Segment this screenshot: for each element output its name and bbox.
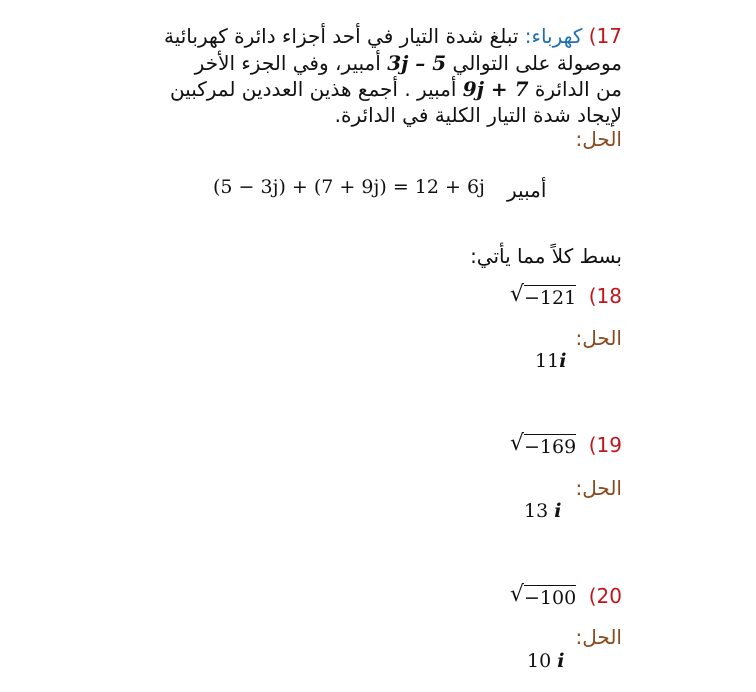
q17-line1 [164,24,622,48]
problem-number-20: (20 [588,584,622,608]
radical-20 [510,582,577,609]
q17-unit: أمبير [507,178,547,202]
q17-line2-post: أمبير، وفي الجزء الأخر [194,51,381,75]
radical-18 [510,282,577,309]
problem-20 [510,583,622,609]
q17-equation [213,176,485,198]
q17-text-line1: تبلغ شدة التيار في أحد أجزاء دائرة كهربائية [163,24,519,48]
q17-line4: لإيجاد شدة التيار الكلية في الدائرة. [334,103,622,127]
q17-line3-expr: 9j + 7 [462,77,529,101]
problem-number-18: (18 [588,284,622,308]
radical-19 [510,431,577,458]
problem-19-answer [524,500,561,522]
q17-topic: كهرباء: [524,24,583,48]
answer-19-num: 13 [524,500,549,522]
problem-20-answer [527,650,564,672]
q17-line2 [195,51,622,75]
q17-line3-pre: من الدائرة [534,77,622,101]
q17-line3 [170,77,622,101]
q17-solution-label: الحل: [575,127,622,151]
q17-number: 17) [588,24,622,48]
answer-20-num: 10 [527,650,552,672]
problem-18 [510,283,622,309]
sqrt-sign-icon: √ [510,582,525,607]
problem-18-solution-label: الحل: [575,326,622,350]
answer-18-i: i [559,350,567,372]
problem-19 [510,432,622,458]
answer-19-i: i [554,500,562,522]
answer-18-num: 11 [535,350,560,372]
problem-18-answer [535,350,566,372]
radicand-18: −121 [524,287,577,309]
answer-20-i: i [557,650,565,672]
radicand-20: −100 [524,587,577,609]
sqrt-sign-icon: √ [510,282,525,307]
q17-line2-pre: موصولة على التوالي [452,51,622,75]
q17-equation-text: (5 − 3j) + (7 + 9j) = 12 + 6j [213,176,485,198]
q17-line2-expr: 3j – 5 [387,51,447,75]
problem-20-solution-label: الحل: [575,625,622,649]
radicand-19: −169 [524,436,577,458]
simplify-heading: بسط كلاً مما يأتي: [470,244,622,268]
problem-19-solution-label: الحل: [575,476,622,500]
sqrt-sign-icon: √ [510,431,525,456]
q17-line3-post: أمبير . أجمع هذين العددين لمركبين [169,77,457,101]
problem-number-19: (19 [588,433,622,457]
